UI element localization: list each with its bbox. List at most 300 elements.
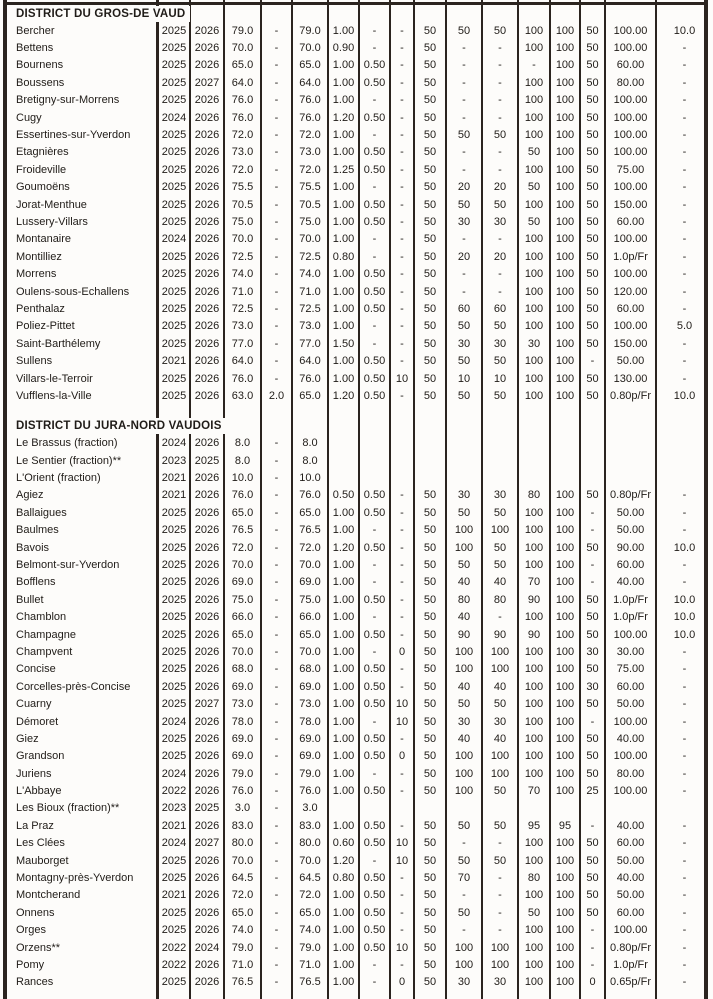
table-row <box>0 782 713 799</box>
value-cell: 1.00 <box>332 732 355 745</box>
value-cell: 2026 <box>194 198 220 211</box>
value-cell: 69.0 <box>299 576 321 589</box>
value-cell: 50 <box>493 541 507 554</box>
value-cell: 30 <box>586 645 599 658</box>
value-cell: 79.0 <box>299 767 321 780</box>
value-cell: 0.50 <box>363 268 386 281</box>
value-cell: 100 <box>555 593 575 606</box>
value-cell: 100 <box>490 524 510 537</box>
value-cell: 64.0 <box>299 76 321 89</box>
value-cell: 1.00 <box>332 215 355 228</box>
municipality-cell: Sullens <box>16 355 53 368</box>
value-cell: 50 <box>423 959 437 971</box>
municipality-cell: Bournens <box>16 59 64 72</box>
value-cell: 2026 <box>194 506 220 519</box>
value-cell: 68.0 <box>231 663 254 676</box>
value-cell: - <box>498 268 502 281</box>
value-cell: 2026 <box>194 715 220 728</box>
municipality-cell: L'Abbaye <box>16 785 62 798</box>
value-cell: - <box>682 285 687 298</box>
value-cell: 50 <box>527 906 541 919</box>
value-cell: 50 <box>423 233 437 246</box>
table-row <box>0 695 713 712</box>
value-cell: 50 <box>423 250 437 263</box>
value-cell: - <box>400 732 404 745</box>
table-row <box>0 318 713 335</box>
value-cell: 50 <box>457 906 471 919</box>
value-cell: 150.00 <box>613 337 648 350</box>
value-cell: 50 <box>423 663 437 676</box>
value-cell: - <box>682 59 687 72</box>
value-cell: 2027 <box>194 837 220 850</box>
value-cell: - <box>462 146 466 159</box>
value-cell: 76.0 <box>299 372 321 385</box>
value-cell: 1.00 <box>332 698 355 711</box>
value-cell: 100 <box>555 489 575 502</box>
value-cell: 1.00 <box>332 94 355 107</box>
value-cell: 50 <box>586 302 599 315</box>
table-row <box>0 904 713 921</box>
value-cell: 2026 <box>194 785 220 798</box>
municipality-cell: Oulens-sous-Echallens <box>16 285 130 298</box>
value-cell: - <box>274 94 279 107</box>
value-cell: - <box>274 268 279 281</box>
value-cell: 2021 <box>161 489 187 502</box>
value-cell: - <box>462 837 466 850</box>
municipality-cell: Juriens <box>16 767 52 780</box>
value-cell: 1.00 <box>332 233 355 246</box>
value-cell: - <box>400 872 404 885</box>
value-cell: 10.0 <box>299 472 321 485</box>
value-cell: 76.0 <box>231 111 254 124</box>
value-cell: - <box>400 489 404 502</box>
value-cell: 1.00 <box>332 285 355 298</box>
value-cell: 100.00 <box>613 181 648 194</box>
value-cell: - <box>274 111 279 124</box>
value-cell: 100 <box>454 541 474 554</box>
value-cell: 50 <box>423 785 437 798</box>
value-cell: 30 <box>493 489 507 502</box>
value-cell: 50 <box>423 680 437 693</box>
municipality-cell: Montagny-près-Yverdon <box>16 872 134 885</box>
value-cell: - <box>682 198 687 211</box>
value-cell: 1.00 <box>332 785 355 798</box>
value-cell: 2025 <box>161 906 187 919</box>
value-cell: 10 <box>493 372 507 385</box>
value-cell: 1.20 <box>332 854 355 867</box>
municipality-cell: Bercher <box>16 24 55 37</box>
value-cell: - <box>682 645 687 658</box>
municipality-cell: Concise <box>16 663 56 676</box>
value-cell: 100 <box>555 698 575 711</box>
value-cell: 100.00 <box>613 924 648 937</box>
value-cell: 65.0 <box>299 906 321 919</box>
value-cell: 100.00 <box>613 129 648 142</box>
value-cell: 65.0 <box>231 506 254 519</box>
value-cell: 1.20 <box>332 389 355 402</box>
value-cell: 2026 <box>194 680 220 693</box>
value-cell: - <box>400 906 404 919</box>
value-cell: 50 <box>423 355 437 368</box>
value-cell: 1.25 <box>332 163 355 176</box>
value-cell: - <box>682 785 687 798</box>
value-cell: 2026 <box>194 129 220 142</box>
value-cell: 40.00 <box>616 872 645 885</box>
value-cell: 100 <box>555 611 575 624</box>
value-cell: 2023 <box>161 802 187 815</box>
value-cell: - <box>498 889 502 902</box>
value-cell: 100 <box>524 129 544 142</box>
value-cell: 50 <box>457 559 471 572</box>
value-cell: 50 <box>423 767 437 780</box>
value-cell: 10.0 <box>231 472 254 485</box>
value-cell: 2025 <box>161 42 187 55</box>
value-cell: 2021 <box>161 355 187 368</box>
municipality-cell: Démoret <box>16 715 59 728</box>
value-cell: 0.50 <box>363 111 386 124</box>
municipality-cell: Boussens <box>16 76 65 89</box>
value-cell: - <box>372 959 377 971</box>
value-cell: - <box>462 42 466 55</box>
value-cell: 65.0 <box>231 628 254 641</box>
municipality-cell: Froideville <box>16 163 67 176</box>
value-cell: - <box>590 924 595 937</box>
value-cell: 2022 <box>161 959 187 971</box>
value-cell: - <box>590 355 595 368</box>
value-cell: 90 <box>493 628 507 641</box>
value-cell: 72.0 <box>231 889 254 902</box>
value-cell: 0.50 <box>363 302 386 315</box>
value-cell: 70.0 <box>299 645 321 658</box>
value-cell: 2022 <box>161 785 187 798</box>
value-cell: 50 <box>423 872 437 885</box>
value-cell: 0.50 <box>363 215 386 228</box>
table-row <box>0 92 713 109</box>
value-cell: 1.50 <box>332 337 355 350</box>
table-row <box>0 591 713 608</box>
value-cell: 100 <box>555 198 575 211</box>
value-cell: 10 <box>395 941 409 954</box>
value-cell: 100 <box>555 715 575 728</box>
value-cell: 1.00 <box>332 611 355 624</box>
value-cell: 80 <box>493 593 507 606</box>
value-cell: 130.00 <box>613 372 648 385</box>
value-cell: 100 <box>524 541 544 554</box>
value-cell: 70.0 <box>231 854 254 867</box>
value-cell: 30 <box>457 715 471 728</box>
value-cell: 100 <box>555 959 575 971</box>
value-cell: - <box>682 163 687 176</box>
value-cell: 50 <box>457 506 471 519</box>
value-cell: - <box>400 94 404 107</box>
municipality-cell: Penthalaz <box>16 302 65 315</box>
value-cell: 70.5 <box>299 198 321 211</box>
value-cell: 100 <box>555 785 575 798</box>
value-cell: 90 <box>457 628 471 641</box>
value-cell: 2026 <box>194 59 220 72</box>
value-cell: - <box>372 233 377 246</box>
value-cell: 50 <box>586 24 599 37</box>
value-cell: - <box>400 524 404 537</box>
value-cell: 100 <box>454 524 474 537</box>
value-cell: 50 <box>586 593 599 606</box>
value-cell: 100 <box>490 645 510 658</box>
value-cell: 2026 <box>194 819 220 832</box>
value-cell: 73.0 <box>299 698 321 711</box>
municipality-cell: Rances <box>16 976 54 989</box>
municipality-cell: Champvent <box>16 645 73 658</box>
value-cell: 30 <box>457 337 471 350</box>
value-cell: 50 <box>457 854 471 867</box>
value-cell: 90 <box>527 593 541 606</box>
value-cell: 2026 <box>194 959 220 971</box>
value-cell: 0.50 <box>363 146 386 159</box>
value-cell: 30 <box>527 337 541 350</box>
value-cell: 100 <box>555 506 575 519</box>
value-cell: 1.00 <box>332 767 355 780</box>
municipality-cell: Cuarny <box>16 698 52 711</box>
value-cell: 10 <box>395 698 409 711</box>
municipality-cell: Mauborget <box>16 854 69 867</box>
table-row <box>0 574 713 591</box>
value-cell: 60.00 <box>616 906 645 919</box>
table-row <box>0 556 713 573</box>
value-cell: - <box>590 559 595 572</box>
value-cell: 2024 <box>161 111 187 124</box>
value-cell: 100 <box>555 302 575 315</box>
value-cell: 100 <box>524 250 544 263</box>
value-cell: 2025 <box>161 854 187 867</box>
value-cell: - <box>498 233 502 246</box>
value-cell: 76.0 <box>299 785 321 798</box>
value-cell: 2026 <box>194 215 220 228</box>
value-cell: 2026 <box>194 889 220 902</box>
value-cell: 76.0 <box>231 94 254 107</box>
value-cell: 77.0 <box>231 337 254 350</box>
section-header-row <box>0 5 713 22</box>
value-cell: 50.00 <box>616 854 645 867</box>
value-cell: 71.0 <box>231 285 254 298</box>
value-cell: 70.0 <box>299 854 321 867</box>
value-cell: 10 <box>395 854 409 867</box>
value-cell: 100 <box>454 645 474 658</box>
value-cell: 0.50 <box>363 593 386 606</box>
value-cell: 50 <box>423 628 437 641</box>
value-cell: - <box>400 285 404 298</box>
value-cell: 69.0 <box>231 680 254 693</box>
section-title: DISTRICT DU JURA-NORD VAUDOIS <box>16 418 227 434</box>
value-cell: - <box>274 767 279 780</box>
value-cell: 69.0 <box>231 732 254 745</box>
value-cell: 66.0 <box>299 611 321 624</box>
table-row <box>0 22 713 39</box>
value-cell: 76.0 <box>231 785 254 798</box>
value-cell: - <box>274 355 279 368</box>
value-cell: 100 <box>524 94 544 107</box>
value-cell: - <box>274 250 279 263</box>
value-cell: 50 <box>423 146 437 159</box>
value-cell: 40 <box>457 576 471 589</box>
municipality-cell: Poliez-Pittet <box>16 320 75 333</box>
value-cell: 2026 <box>194 593 220 606</box>
value-cell: 1.00 <box>332 645 355 658</box>
value-cell: - <box>372 611 377 624</box>
value-cell: 2026 <box>194 541 220 554</box>
value-cell: 0.50 <box>363 785 386 798</box>
value-cell: 80 <box>457 593 471 606</box>
value-cell: 2025 <box>161 872 187 885</box>
value-cell: 64.0 <box>231 355 254 368</box>
value-cell: 60 <box>457 302 471 315</box>
value-cell: 50 <box>493 506 507 519</box>
value-cell: 70.0 <box>299 559 321 572</box>
table-row <box>0 39 713 56</box>
value-cell: 50 <box>586 163 599 176</box>
value-cell: 20 <box>457 250 471 263</box>
value-cell: 100 <box>555 59 575 72</box>
value-cell: - <box>274 24 279 37</box>
value-cell: 1.0p/Fr <box>613 611 648 624</box>
value-cell: 75.0 <box>231 593 254 606</box>
value-cell: 100 <box>524 198 544 211</box>
value-cell: 100 <box>524 355 544 368</box>
value-cell: 64.5 <box>299 872 321 885</box>
value-cell: 2025 <box>161 541 187 554</box>
value-cell: 65.0 <box>231 59 254 72</box>
value-cell: 10 <box>395 837 409 850</box>
value-cell: 1.00 <box>332 941 355 954</box>
value-cell: 50 <box>493 785 507 798</box>
value-cell: 50 <box>423 559 437 572</box>
value-cell: 2025 <box>161 94 187 107</box>
table-row <box>0 300 713 317</box>
value-cell: 50 <box>423 976 437 989</box>
value-cell: - <box>400 767 404 780</box>
value-cell: 0.50 <box>363 163 386 176</box>
value-cell: 2025 <box>161 146 187 159</box>
value-cell: 2024 <box>161 715 187 728</box>
value-cell: 50 <box>586 146 599 159</box>
value-cell: 2026 <box>194 906 220 919</box>
value-cell: 50 <box>527 215 541 228</box>
value-cell: 50.00 <box>616 889 645 902</box>
value-cell: 100.00 <box>613 94 648 107</box>
value-cell: 100 <box>555 767 575 780</box>
value-cell: 100 <box>555 76 575 89</box>
value-cell: 100.00 <box>613 146 648 159</box>
value-cell: 79.0 <box>299 941 321 954</box>
value-cell: - <box>274 163 279 176</box>
value-cell: 2026 <box>194 250 220 263</box>
value-cell: 73.0 <box>231 698 254 711</box>
value-cell: 1.00 <box>332 906 355 919</box>
value-cell: 100.00 <box>613 233 648 246</box>
value-cell: - <box>274 129 279 142</box>
value-cell: 2026 <box>194 372 220 385</box>
value-cell: 100.00 <box>613 42 648 55</box>
value-cell: 70.0 <box>231 233 254 246</box>
value-cell: 2026 <box>194 645 220 658</box>
table-row <box>0 748 713 765</box>
value-cell: 100 <box>524 698 544 711</box>
section-header-cell <box>0 418 222 434</box>
value-cell: 50 <box>423 611 437 624</box>
table-row <box>0 144 713 161</box>
value-cell: - <box>274 146 279 159</box>
value-cell: 1.00 <box>332 129 355 142</box>
value-cell: 50 <box>586 320 599 333</box>
municipality-cell: Villars-le-Terroir <box>16 372 93 385</box>
value-cell: 10.0 <box>673 611 696 624</box>
value-cell: 2026 <box>194 268 220 281</box>
value-cell: 100 <box>524 837 544 850</box>
table-row <box>0 869 713 886</box>
value-cell: - <box>682 524 687 537</box>
value-cell: 40 <box>493 732 507 745</box>
table-row <box>0 539 713 556</box>
value-cell: - <box>274 181 279 194</box>
value-cell: 2026 <box>194 750 220 763</box>
value-cell: 50 <box>423 698 437 711</box>
value-cell: 50 <box>586 94 599 107</box>
value-cell: 1.00 <box>332 680 355 693</box>
value-cell: - <box>682 854 687 867</box>
value-cell: 79.0 <box>231 941 254 954</box>
value-cell: 2026 <box>194 854 220 867</box>
value-cell: - <box>682 680 687 693</box>
table-row <box>0 179 713 196</box>
value-cell: 100 <box>555 233 575 246</box>
municipality-cell: Bofflens <box>16 576 56 589</box>
value-cell: 100 <box>524 663 544 676</box>
value-cell: 100 <box>524 76 544 89</box>
value-cell: 50 <box>586 42 599 55</box>
table-row <box>0 974 713 991</box>
value-cell: - <box>590 576 595 589</box>
value-cell: 2023 <box>161 454 187 467</box>
value-cell: 2024 <box>161 437 187 450</box>
value-cell: 0.50 <box>363 389 386 402</box>
value-cell: 50 <box>586 889 599 902</box>
value-cell: 2025 <box>161 181 187 194</box>
value-cell: - <box>682 924 687 937</box>
value-cell: 100 <box>524 372 544 385</box>
value-cell: 50 <box>586 233 599 246</box>
table-row <box>0 370 713 387</box>
value-cell: 100 <box>555 129 575 142</box>
value-cell: 2026 <box>194 163 220 176</box>
value-cell: 50 <box>586 872 599 885</box>
value-cell: 5.0 <box>676 320 693 333</box>
value-cell: 100 <box>524 389 544 402</box>
value-cell: - <box>400 506 404 519</box>
value-cell: 75.0 <box>299 593 321 606</box>
value-cell: 50 <box>423 924 437 937</box>
value-cell: 1.00 <box>332 372 355 385</box>
value-cell: 100 <box>524 715 544 728</box>
value-cell: - <box>590 819 595 832</box>
value-cell: 50 <box>423 645 437 658</box>
value-cell: 100 <box>524 767 544 780</box>
value-cell: 10.0 <box>673 24 696 37</box>
value-cell: 100 <box>555 337 575 350</box>
value-cell: 1.00 <box>332 59 355 72</box>
value-cell: 80.00 <box>616 767 645 780</box>
value-cell: 1.00 <box>332 559 355 572</box>
value-cell: 69.0 <box>231 576 254 589</box>
value-cell: 0.50 <box>363 819 386 832</box>
municipality-cell: Montilliez <box>16 250 62 263</box>
